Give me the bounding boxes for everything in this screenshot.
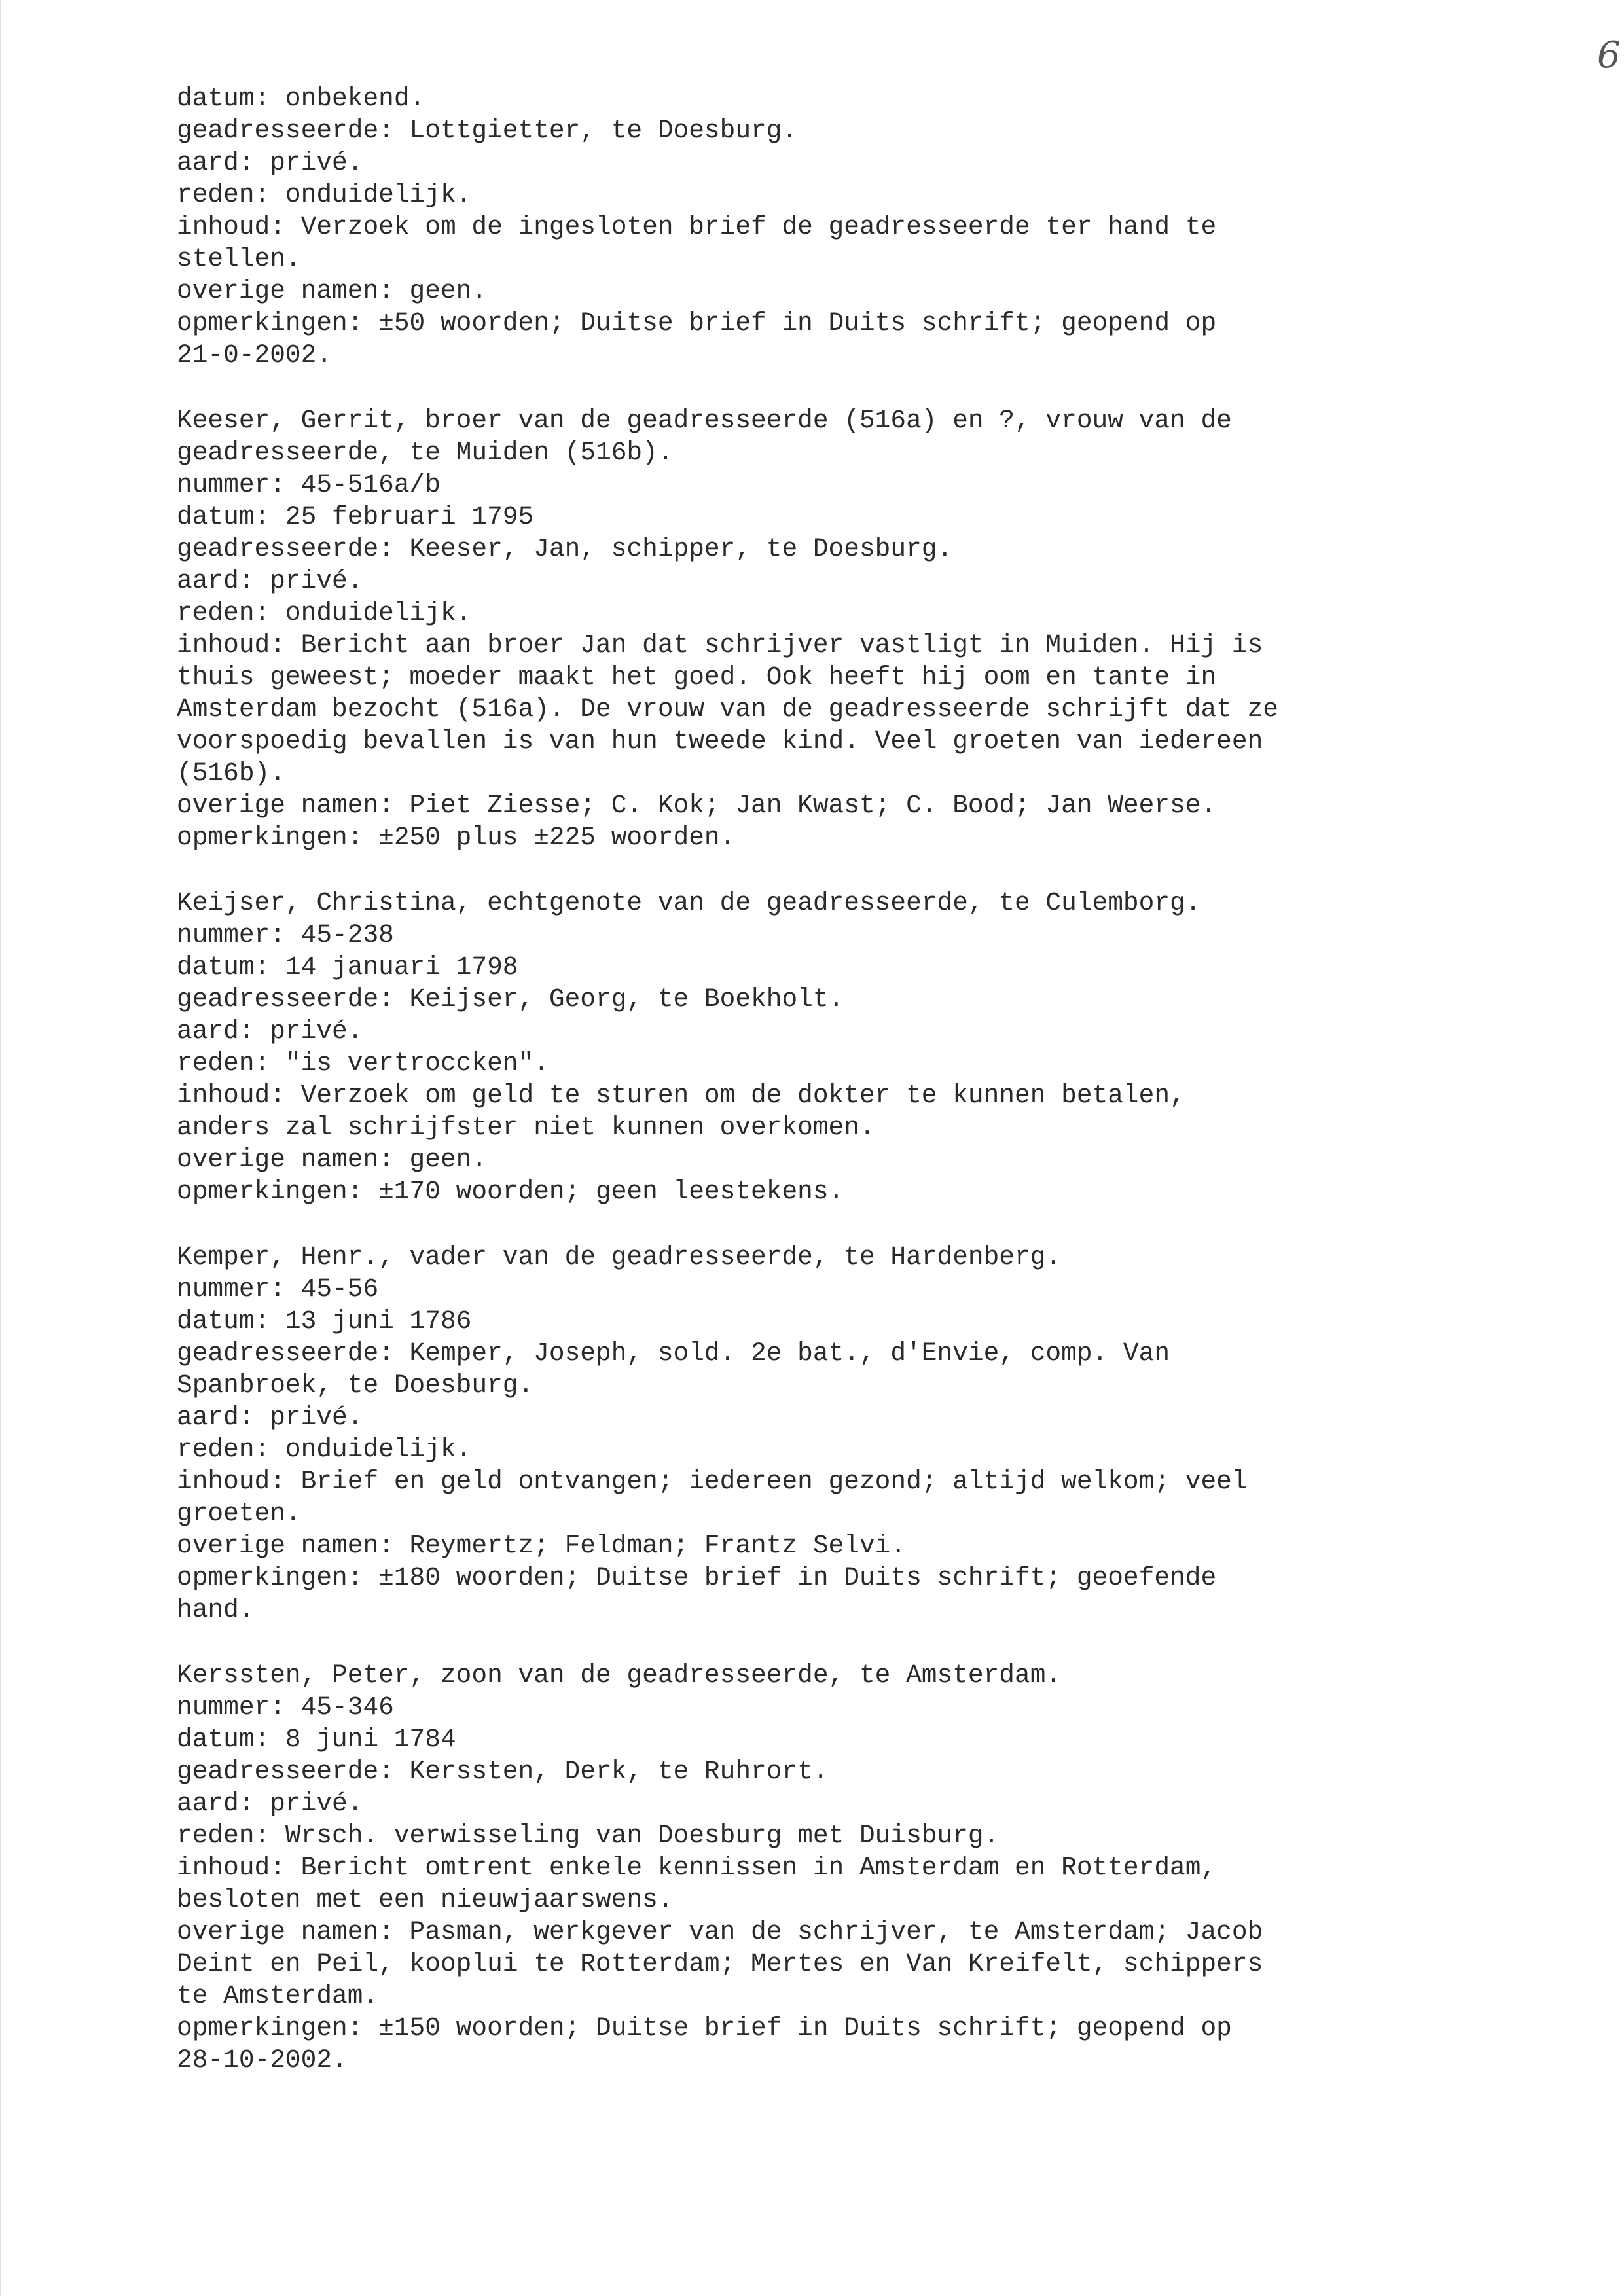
- entry-text-line: te Amsterdam.: [177, 1981, 379, 2011]
- letter-entry: [177, 887, 1486, 1208]
- entry-text-line: reden: Wrsch. verwisseling van Doesburg met Duisburg.: [177, 1821, 1000, 1850]
- entry-heading-line: datum: onbekend.: [177, 84, 425, 113]
- entry-text-line: aard: privé.: [177, 1403, 363, 1432]
- entry-text-line: geadresseerde: Lottgietter, te Doesburg.: [177, 116, 798, 145]
- entry-text-line: thuis geweest; moeder maakt het goed. Ook heeft hij oom en tante in: [177, 662, 1217, 692]
- entry-text-line: overige namen: geen.: [177, 276, 488, 306]
- entry-text-line: opmerkingen: ±150 woorden; Duitse brief in Duits schrift; geopend op: [177, 2013, 1232, 2043]
- entry-text-line: (516b).: [177, 759, 285, 788]
- entry-text-line: anders zal schrijfster niet kunnen overkomen.: [177, 1113, 875, 1142]
- entry-heading-line: Kerssten, Peter, zoon van de geadresseerde, te Amsterdam.: [177, 1660, 1062, 1690]
- entry-text-line: inhoud: Verzoek om de ingesloten brief de geadresseerde ter hand te: [177, 212, 1217, 242]
- entry-text-line: voorspoedig bevallen is van hun tweede kind. Veel groeten van iedereen: [177, 726, 1263, 756]
- entry-text-line: geadresseerde: Keijser, Georg, te Boekholt.: [177, 984, 844, 1014]
- letter-entry: [177, 82, 1486, 371]
- document-body: [177, 82, 1486, 2076]
- entry-text-line: geadresseerde: Keeser, Jan, schipper, te Doesburg.: [177, 534, 953, 564]
- entry-text-line: opmerkingen: ±50 woorden; Duitse brief in Duits schrift; geopend op: [177, 308, 1217, 338]
- entry-text-line: Amsterdam bezocht (516a). De vrouw van de geadresseerde schrijft dat ze: [177, 694, 1278, 724]
- entry-text-line: datum: 14 januari 1798: [177, 952, 518, 982]
- entry-text-line: reden: "is vertroccken".: [177, 1049, 549, 1078]
- entry-text-line: besloten met een nieuwjaarswens.: [177, 1885, 674, 1914]
- entry-text-line: geadresseerde: Kerssten, Derk, te Ruhrort.: [177, 1757, 829, 1786]
- entry-heading-line: Keijser, Christina, echtgenote van de geadresseerde, te Culemborg.: [177, 888, 1201, 918]
- entry-text-line: hand.: [177, 1595, 255, 1624]
- scan-artifact-left: [0, 0, 1, 2296]
- entry-text-line: opmerkingen: ±180 woorden; Duitse brief in Duits schrift; geoefende: [177, 1563, 1217, 1592]
- entry-text-line: inhoud: Verzoek om geld te sturen om de dokter te kunnen betalen,: [177, 1081, 1185, 1110]
- entry-text-line: nummer: 45-56: [177, 1274, 379, 1304]
- entry-text-line: datum: 8 juni 1784: [177, 1725, 456, 1754]
- entry-separator: [177, 853, 1486, 887]
- entry-text-line: opmerkingen: ±170 woorden; geen leestekens.: [177, 1177, 844, 1206]
- entry-text-line: overige namen: Piet Ziesse; C. Kok; Jan Kwast; C. Bood; Jan Weerse.: [177, 791, 1217, 820]
- entry-text-line: inhoud: Bericht omtrent enkele kennissen in Amsterdam en Rotterdam,: [177, 1853, 1217, 1882]
- letter-entry: [177, 1659, 1486, 2076]
- entry-heading-line: Keeser, Gerrit, broer van de geadresseerde (516a) en ?, vrouw van de: [177, 406, 1232, 435]
- entry-text-line: nummer: 45-346: [177, 1693, 394, 1722]
- entry-text-line: inhoud: Bericht aan broer Jan dat schrijver vastligt in Muiden. Hij is: [177, 630, 1263, 660]
- entry-text-line: reden: onduidelijk.: [177, 1435, 472, 1464]
- entry-text-line: datum: 25 februari 1795: [177, 502, 534, 531]
- entry-text-line: nummer: 45-238: [177, 920, 394, 950]
- entry-text-line: overige namen: geen.: [177, 1145, 488, 1174]
- entry-text-line: overige namen: Pasman, werkgever van de schrijver, te Amsterdam; Jacob: [177, 1917, 1263, 1946]
- page-number: 6: [1597, 34, 1621, 77]
- entry-text-line: nummer: 45-516a/b: [177, 470, 441, 499]
- entry-heading-line: Kemper, Henr., vader van de geadresseerde, te Hardenberg.: [177, 1242, 1062, 1272]
- entry-text-line: aard: privé.: [177, 1016, 363, 1046]
- entry-separator: [177, 371, 1486, 404]
- entry-text-line: Spanbroek, te Doesburg.: [177, 1371, 534, 1400]
- entry-text-line: datum: 13 juni 1786: [177, 1306, 472, 1336]
- entry-text-line: opmerkingen: ±250 plus ±225 woorden.: [177, 823, 736, 852]
- entry-separator: [177, 1626, 1486, 1659]
- entry-text-line: Deint en Peil, kooplui te Rotterdam; Mertes en Van Kreifelt, schippers: [177, 1949, 1263, 1979]
- entry-separator: [177, 1208, 1486, 1241]
- entry-text-line: reden: onduidelijk.: [177, 180, 472, 209]
- entry-text-line: overige namen: Reymertz; Feldman; Frantz Selvi.: [177, 1531, 907, 1560]
- entry-text-line: geadresseerde: Kemper, Joseph, sold. 2e bat., d'Envie, comp. Van: [177, 1338, 1170, 1368]
- entry-text-line: aard: privé.: [177, 148, 363, 177]
- entry-text-line: 21-0-2002.: [177, 340, 333, 370]
- entry-text-line: aard: privé.: [177, 566, 363, 596]
- entry-text-line: stellen.: [177, 244, 301, 274]
- entry-text-line: 28-10-2002.: [177, 2045, 348, 2075]
- entry-text-line: reden: onduidelijk.: [177, 598, 472, 628]
- entry-text-line: inhoud: Brief en geld ontvangen; iedereen gezond; altijd welkom; veel: [177, 1467, 1248, 1496]
- letter-entry: [177, 1241, 1486, 1626]
- letter-entry: [177, 404, 1486, 853]
- entry-text-line: groeten.: [177, 1499, 301, 1528]
- entry-text-line: aard: privé.: [177, 1789, 363, 1818]
- entry-text-line: geadresseerde, te Muiden (516b).: [177, 438, 674, 467]
